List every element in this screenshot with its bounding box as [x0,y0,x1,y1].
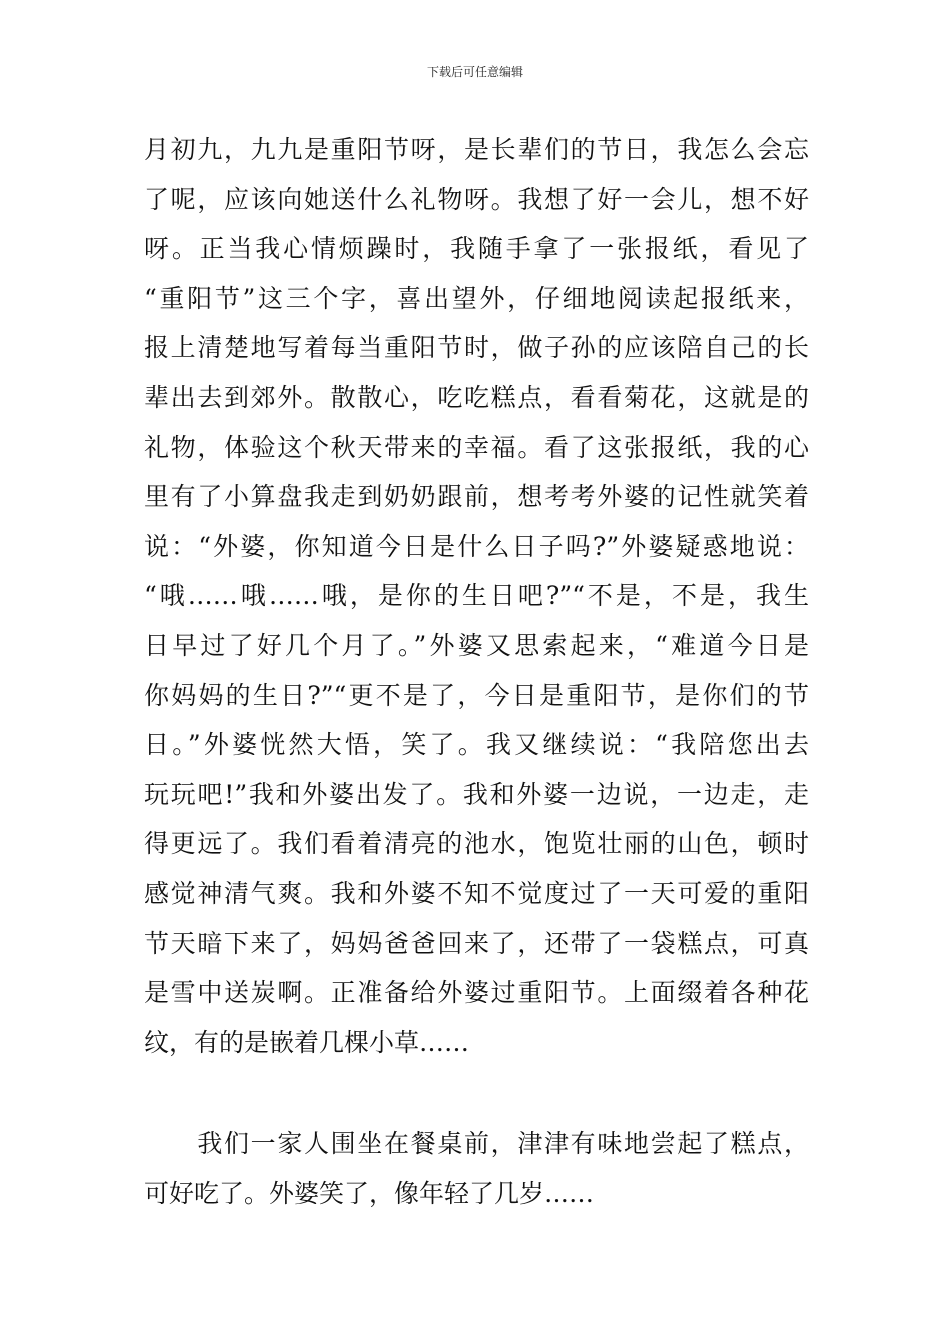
text-line: 了呢，应该向她送什么礼物呀。我想了好一会儿，想不好 [144,184,809,214]
paragraph-1 [144,125,809,1067]
text-line: 礼物，体验这个秋天带来的幸福。看了这张报纸，我的心 [144,432,809,462]
text-line: 日早过了好几个月了。”外婆又思索起来，“难道今日是 [144,630,809,660]
text-line: 是雪中送炭啊。正准备给外婆过重阳节。上面缀着各种花 [144,978,809,1008]
text-line: 节天暗下来了，妈妈爸爸回来了，还带了一袋糕点，可真 [144,928,809,958]
text-line: 感觉神清气爽。我和外婆不知不觉度过了一天可爱的重阳 [144,878,809,908]
text-line: 你妈妈的生日?”“更不是了，今日是重阳节，是你们的节 [144,680,809,710]
text-line: 报上清楚地写着每当重阳节时，做子孙的应该陪自己的长 [144,333,809,363]
text-line: 月初九，九九是重阳节呀，是长辈们的节日，我怎么会忘 [144,135,809,164]
text-line: 可好吃了。外婆笑了，像年轻了几岁…… [144,1178,595,1208]
text-line: “重阳节”这三个字，喜出望外，仔细地阅读起报纸来， [144,283,809,313]
text-line: 说：“外婆，你知道今日是什么日子吗?”外婆疑惑地说： [144,531,809,561]
text-line: 里有了小算盘我走到奶奶跟前，想考考外婆的记性就笑着 [144,482,809,512]
text-line: 玩玩吧!”我和外婆出发了。我和外婆一边说，一边走，走 [144,779,809,809]
text-line: “哦……哦……哦，是你的生日吧?”“不是，不是，我生 [144,581,809,611]
text-line: 得更远了。我们看着清亮的池水，饱览壮丽的山色，顿时 [144,829,809,859]
page-header: 下载后可任意编辑 [426,65,523,79]
text-line: 辈出去到郊外。散散心，吃吃糕点，看看菊花，这就是的 [144,382,809,412]
text-line: 纹，有的是嵌着几棵小草…… [144,1027,470,1057]
text-line: 日。”外婆恍然大悟，笑了。我又继续说：“我陪您出去 [144,730,809,760]
text-line: 呀。正当我心情烦躁时，我随手拿了一张报纸，看见了 [144,234,809,264]
text-line: 我们一家人围坐在餐桌前，津津有味地尝起了糕点， [144,1129,809,1158]
paragraph-2 [144,1119,809,1218]
